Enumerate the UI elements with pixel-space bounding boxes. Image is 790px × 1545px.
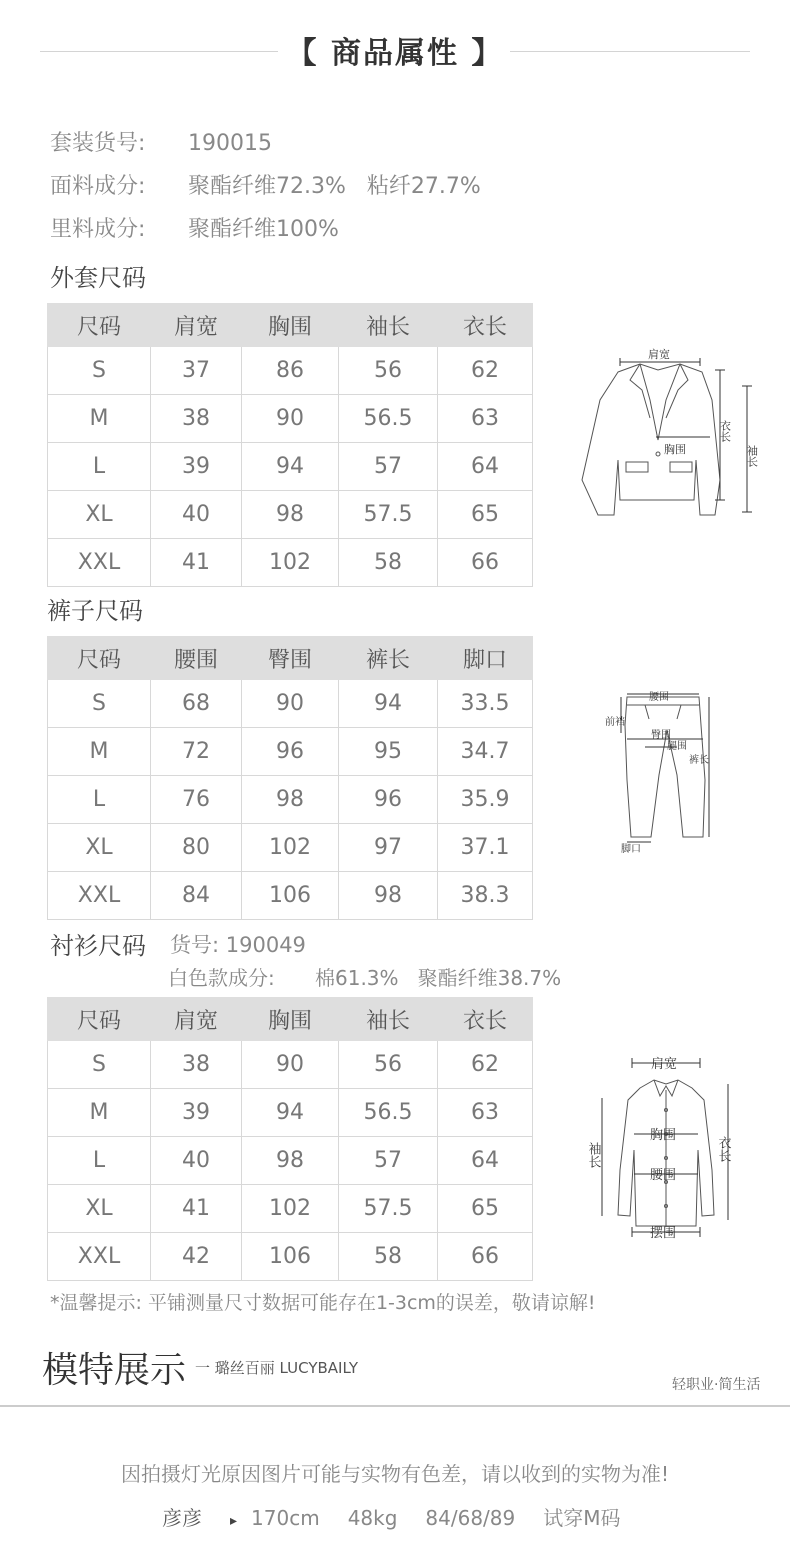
table-cell: 80 (151, 824, 242, 872)
model-name: 彦彦 (162, 1506, 202, 1530)
table-cell: 76 (151, 776, 242, 824)
table-cell: 65 (438, 1185, 533, 1233)
brand-subtitle: 一 璐丝百丽 LUCYBAILY (195, 1359, 359, 1377)
table-cell: 96 (339, 776, 438, 824)
table-cell: 96 (242, 728, 339, 776)
diagram-label: 裤长 (689, 755, 709, 766)
table-cell: 38.3 (438, 872, 533, 920)
table-cell: 98 (339, 872, 438, 920)
color-notice: 因拍摄灯光原因图片可能与实物有色差，请以收到的实物为准! (120, 1462, 670, 1486)
model-size: 试穿M码 (543, 1506, 621, 1530)
table-cell: 94 (339, 680, 438, 728)
column-header: 臀围 (242, 637, 339, 680)
table-cell: 62 (438, 347, 533, 395)
column-header: 裤长 (339, 637, 438, 680)
table-row (48, 680, 533, 728)
model-info (162, 1502, 649, 1531)
table-cell: 39 (151, 1089, 242, 1137)
table-cell: 35.9 (438, 776, 533, 824)
table-cell: 40 (151, 1137, 242, 1185)
table-row (48, 1137, 533, 1185)
table-cell: S (48, 347, 151, 395)
table-cell: 37 (151, 347, 242, 395)
table-cell: 57 (339, 1137, 438, 1185)
diagram-label: 袖长 (745, 445, 759, 467)
table-cell: 62 (438, 1041, 533, 1089)
column-header: 胸围 (242, 304, 339, 347)
table-row (48, 1089, 533, 1137)
table-cell: 39 (151, 443, 242, 491)
column-header: 袖长 (339, 998, 438, 1041)
table-cell: 41 (151, 1185, 242, 1233)
table-cell: 33.5 (438, 680, 533, 728)
shirt-item-no: 货号: 190049 (170, 933, 306, 957)
table-cell: 64 (438, 443, 533, 491)
table-cell: 90 (242, 1041, 339, 1089)
table-cell: S (48, 1041, 151, 1089)
table-cell: 56 (339, 347, 438, 395)
diagram-label: 前裆 (605, 717, 625, 728)
table-cell: 98 (242, 1137, 339, 1185)
diagram-label: 衣长 (718, 420, 732, 442)
table-cell: 90 (242, 680, 339, 728)
table-row (48, 443, 533, 491)
table-cell: 98 (242, 491, 339, 539)
table-row (48, 824, 533, 872)
table-cell: 56.5 (339, 1089, 438, 1137)
table-cell: 106 (242, 872, 339, 920)
column-header: 尺码 (48, 998, 151, 1041)
table-cell: 57 (339, 443, 438, 491)
jacket-size-table (47, 303, 533, 587)
table-cell: XXL (48, 1233, 151, 1281)
table-cell: 56 (339, 1041, 438, 1089)
column-header: 肩宽 (151, 998, 242, 1041)
table-cell: 58 (339, 539, 438, 587)
pants-size-table (47, 636, 533, 920)
table-cell: 64 (438, 1137, 533, 1185)
table-row (48, 872, 533, 920)
column-header: 尺码 (48, 637, 151, 680)
brand-tagline: 轻职业·简生活 (672, 1377, 761, 1393)
table-header-row (48, 637, 533, 680)
shirt-composition-label: 白色款成分: (168, 966, 275, 990)
diagram-label: 衣长 (715, 1136, 731, 1162)
table-cell: M (48, 395, 151, 443)
table-cell: 84 (151, 872, 242, 920)
jacket-measure-diagram (570, 340, 770, 530)
column-header: 腰围 (151, 637, 242, 680)
jacket-size-title: 外套尺码 (50, 264, 146, 292)
attr-lining: 里料成分: 聚酯纤维100% (50, 217, 339, 242)
table-cell: 38 (151, 1041, 242, 1089)
column-header: 肩宽 (151, 304, 242, 347)
table-cell: 106 (242, 1233, 339, 1281)
table-cell: 63 (438, 395, 533, 443)
table-row (48, 491, 533, 539)
shirt-measure-diagram (585, 1050, 748, 1245)
table-cell: 38 (151, 395, 242, 443)
table-cell: 102 (242, 824, 339, 872)
column-header: 脚口 (438, 637, 533, 680)
table-cell: 102 (242, 539, 339, 587)
table-cell: S (48, 680, 151, 728)
model-height: 170cm (251, 1506, 320, 1530)
table-cell: 58 (339, 1233, 438, 1281)
table-cell: 72 (151, 728, 242, 776)
table-row (48, 1041, 533, 1089)
measurement-tip: *温馨提示: 平铺测量尺寸数据可能存在1-3cm的误差，敬请谅解! (50, 1292, 596, 1314)
table-cell: 86 (242, 347, 339, 395)
diagram-label: 胸围 (650, 1128, 677, 1143)
table-cell: L (48, 776, 151, 824)
column-header: 衣长 (438, 998, 533, 1041)
table-cell: M (48, 1089, 151, 1137)
table-cell: 42 (151, 1233, 242, 1281)
table-cell: XL (48, 824, 151, 872)
table-cell: 102 (242, 1185, 339, 1233)
table-cell: L (48, 443, 151, 491)
attr-fabric: 面料成分: 聚酯纤维72.3% 粘纤27.7% (50, 174, 481, 199)
table-cell: 94 (242, 443, 339, 491)
column-header: 胸围 (242, 998, 339, 1041)
table-row (48, 776, 533, 824)
pants-size-title: 裤子尺码 (47, 597, 143, 625)
model-weight: 48kg (347, 1506, 398, 1530)
table-row (48, 347, 533, 395)
table-row (48, 539, 533, 587)
diagram-label: 摆围 (650, 1226, 677, 1241)
model-measurements: 84/68/89 (425, 1506, 516, 1530)
table-cell: 41 (151, 539, 242, 587)
table-cell: 97 (339, 824, 438, 872)
diagram-label: 肩宽 (651, 1057, 678, 1072)
diagram-label: 腿围 (667, 741, 687, 752)
attr-item-no: 套装货号: 190015 (50, 131, 272, 156)
shirt-size-table (47, 997, 533, 1281)
arrow-right-icon: ▸ (230, 1513, 238, 1529)
table-cell: XXL (48, 539, 151, 587)
table-row (48, 395, 533, 443)
table-cell: 66 (438, 1233, 533, 1281)
table-cell: 66 (438, 539, 533, 587)
table-cell: 37.1 (438, 824, 533, 872)
table-cell: 63 (438, 1089, 533, 1137)
table-row (48, 728, 533, 776)
model-section-title: 模特展示 (42, 1350, 187, 1391)
column-header: 袖长 (339, 304, 438, 347)
table-cell: 94 (242, 1089, 339, 1137)
table-cell: 98 (242, 776, 339, 824)
table-cell: 68 (151, 680, 242, 728)
diagram-label: 脚口 (621, 844, 641, 855)
table-cell: 57.5 (339, 491, 438, 539)
table-cell: XXL (48, 872, 151, 920)
diagram-label: 腰围 (650, 1168, 677, 1183)
table-cell: 90 (242, 395, 339, 443)
column-header: 尺码 (48, 304, 151, 347)
pants-measure-diagram (605, 685, 725, 860)
table-row (48, 1233, 533, 1281)
table-row (48, 1185, 533, 1233)
table-cell: 40 (151, 491, 242, 539)
table-cell: 34.7 (438, 728, 533, 776)
diagram-label: 腰围 (649, 692, 669, 703)
table-cell: XL (48, 1185, 151, 1233)
table-cell: 57.5 (339, 1185, 438, 1233)
page-title: 【 商品属性 】 (286, 36, 504, 71)
table-header-row (48, 304, 533, 347)
diagram-label: 肩宽 (648, 348, 670, 361)
diagram-label: 袖长 (585, 1142, 601, 1168)
shirt-composition-value: 棉61.3% 聚酯纤维38.7% (315, 966, 562, 990)
table-cell: 95 (339, 728, 438, 776)
diagram-label: 胸围 (664, 443, 686, 456)
table-cell: 65 (438, 491, 533, 539)
shirt-size-title: 衬衫尺码 (50, 932, 146, 960)
table-cell: XL (48, 491, 151, 539)
table-cell: L (48, 1137, 151, 1185)
diagram-label: 臀围 (651, 730, 671, 741)
section-divider (0, 1405, 790, 1407)
column-header: 衣长 (438, 304, 533, 347)
table-cell: 56.5 (339, 395, 438, 443)
table-header-row (48, 998, 533, 1041)
table-cell: M (48, 728, 151, 776)
